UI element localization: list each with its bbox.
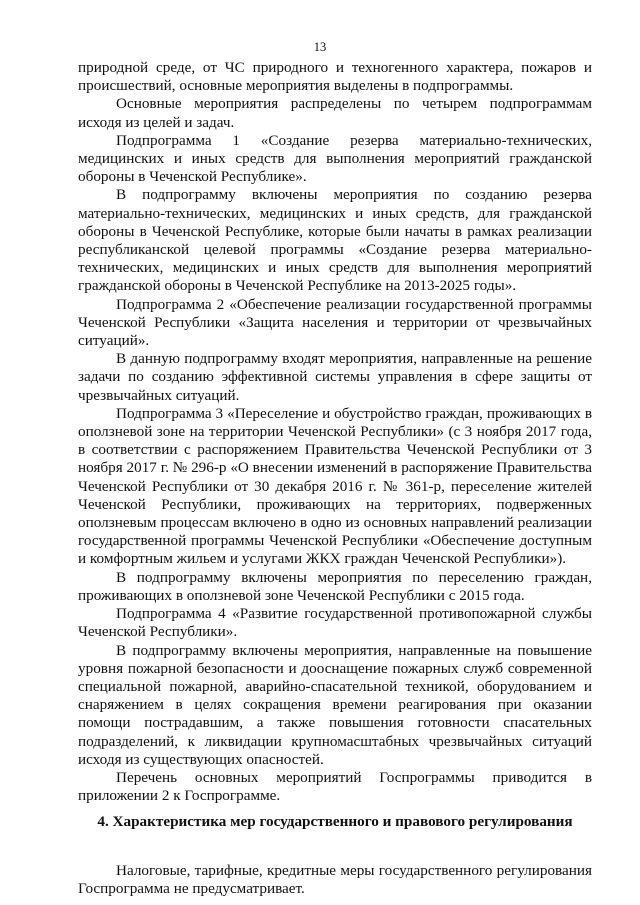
page-number: 13 — [313, 40, 327, 54]
section-heading: 4. Характеристика мер государственного и правового регулирования — [97, 813, 573, 831]
section-spacer — [78, 832, 592, 862]
paragraph-activities-list-reference: Перечень основных мероприятий Госпрограммы приводится в приложении 2 к Госпрограмме. — [78, 768, 592, 805]
paragraph-continuation: природной среде, от ЧС природного и техногенного характера, пожаров и происшествий, основные мероприятия выделены в подпрограммы. — [78, 59, 592, 95]
paragraph-subprogram-1-description: В подпрограмму включены мероприятия по созданию резерва материально-технических, медицинских и иных средств, для гражданской обороны в Чеченской Республике, которые были начаты в рамках реализации республиканской целевой программы «Создание резерва материально-технических, медицинских и иных средств для выполнения мероприятий гражданской обороны в Чеченской Республике на 2013-2025 годы». — [78, 186, 592, 295]
paragraph-subprogram-3-title: Подпрограмма 3 «Переселение и обустройство граждан, проживающих в оползневой зоне на территории Чеченской Республики» (с 3 ноября 2017 года, в соответствии с распоряжением Правительства Чеченской Республики от 3 ноября 2017 г. № 296-р «О внесении изменений в распоряжение Правительства Чеченской Республики от 30 декабря 2016 г. № 361-р, переселение жителей Чеченской Республики, проживающих на территориях, подверженных оползневым процессам включено в одно из основных направлений реализации государственной программы Чеченской Республики «Обеспечение доступным и комфортным жильем и услугами ЖКХ граждан Чеченской Республики»). — [78, 404, 593, 568]
document-body — [78, 59, 592, 898]
paragraph-subprogram-4-title: Подпрограмма 4 «Развитие государственной противопожарной службы Чеченской Республики». — [78, 605, 592, 641]
paragraph-subprogram-2-title: Подпрограмма 2 «Обеспечение реализации государственной программы Чеченской Республики «Защита населения и территории от чрезвычайных ситуаций». — [78, 295, 592, 350]
paragraph-subprogram-1-title: Подпрограмма 1 «Создание резерва материально-технических, медицинских и иных средств для выполнения мероприятий гражданской обороны в Чеченской Республике». — [78, 131, 592, 186]
paragraph-subprograms-overview: Основные мероприятия распределены по четырем подпрограммам исходя из целей и задач. — [78, 95, 592, 131]
paragraph-regulation-measures: Налоговые, тарифные, кредитные меры государственного регулирования Госпрограмма не предусматривает. — [78, 861, 592, 897]
paragraph-subprogram-2-description: В данную подпрограмму входят мероприятия, направленные на решение задачи по созданию эффективной системы управления в сфере защиты от чрезвычайных ситуаций. — [78, 350, 592, 404]
paragraph-subprogram-4-description: В подпрограмму включены мероприятия, направленные на повышение уровня пожарной безопасности и дооснащение пожарных служб современной специальной пожарной, аварийно-спасательной техникой, оборудованием и снаряжением в целях сокращения времени реагирования при оказании помощи пострадавшим, а также повышения готовности спасательных подразделений, к ликвидации крупномасштабных чрезвычайных ситуаций исходя из существующих опасностей. — [78, 641, 592, 768]
paragraph-subprogram-3-description: В подпрограмму включены мероприятия по переселению граждан, проживающих в оползневой зоне Чеченской Республики с 2015 года. — [78, 568, 592, 604]
